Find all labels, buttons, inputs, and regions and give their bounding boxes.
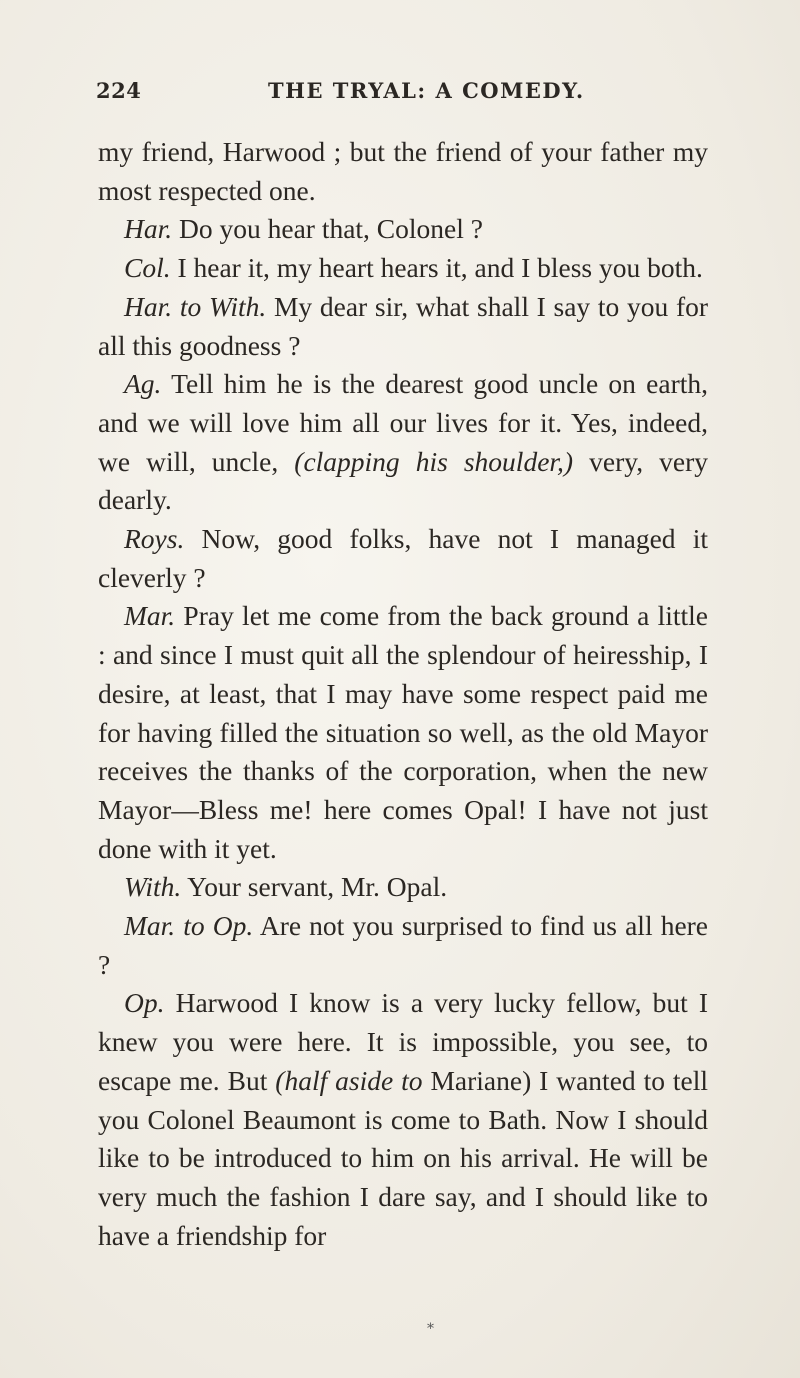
speaker-name: Har. to With. [124, 290, 267, 322]
paragraph [98, 520, 708, 597]
speaker-name: Roys. [124, 523, 185, 555]
paragraph-text: Are not you surprised to find us all here ? [98, 910, 709, 980]
paragraph-text: Now, good folks, have not I managed it cleverly ? [98, 523, 708, 593]
speaker-name: Col. [124, 252, 171, 284]
paragraph [98, 907, 708, 984]
paragraph-text: I hear it, my heart hears it, and I bless you both. [177, 252, 703, 284]
paragraph [98, 249, 708, 288]
speaker-name: Mar. to Op. [124, 910, 254, 942]
footer-mark: * [427, 1321, 434, 1337]
paragraph-text: Do you hear that, Colonel ? [179, 213, 483, 245]
paragraph-text-continued: Mariane) I wanted to tell you Colonel Beaumont is come to Bath. Now I should like to be introduced to him on his arrival. He will be very much the fashion I dare say, and I should like to have a friendship for [98, 1064, 709, 1251]
paragraph-text-continued: very, very dearly. [98, 445, 708, 516]
paragraph-text: Tell him he is the dearest good uncle on earth, and we will love him all our lives for it. Yes, indeed, we will, uncle, [98, 368, 708, 477]
stage-direction: (half aside to [275, 1064, 423, 1096]
paragraph [98, 984, 708, 1255]
speaker-name: With. [124, 871, 182, 903]
paragraph-text: Your servant, Mr. Opal. [187, 871, 448, 903]
speaker-name: Op. [124, 987, 165, 1019]
speaker-name: Mar. [124, 600, 176, 632]
body-text [98, 133, 708, 1255]
paragraph [98, 210, 708, 249]
paragraph-text: Pray let me come from the back ground a little : and since I must quit all the splendour of heiresship, I desire, at least, that I may have some respect paid me for having filled the situation so well, as the old Mayor receives the thanks of the corporation, when the new Mayor—Bless me! here comes Opal! I have not just done with it yet. [98, 600, 709, 864]
paragraph-text: my friend, Harwood ; but the friend of your father my most respected one. [98, 136, 708, 206]
paragraph [98, 365, 708, 520]
paragraph [98, 868, 708, 907]
paragraph [98, 288, 708, 365]
paragraph [98, 133, 708, 210]
stage-direction: (clapping his shoulder,) [294, 445, 574, 477]
speaker-name: Har. [124, 213, 173, 245]
paragraph [98, 597, 708, 868]
page-header [96, 78, 706, 114]
paragraph-text: My dear sir, what shall I say to you for all this goodness ? [98, 290, 709, 361]
page-number: 224 [96, 78, 142, 103]
speaker-name: Ag. [124, 368, 162, 400]
paragraph-text: Harwood I know is a very lucky fellow, but I knew you were here. It is impossible, you see, to escape me. But [98, 987, 709, 1096]
running-title: THE TRYAL: A COMEDY. [268, 78, 585, 103]
